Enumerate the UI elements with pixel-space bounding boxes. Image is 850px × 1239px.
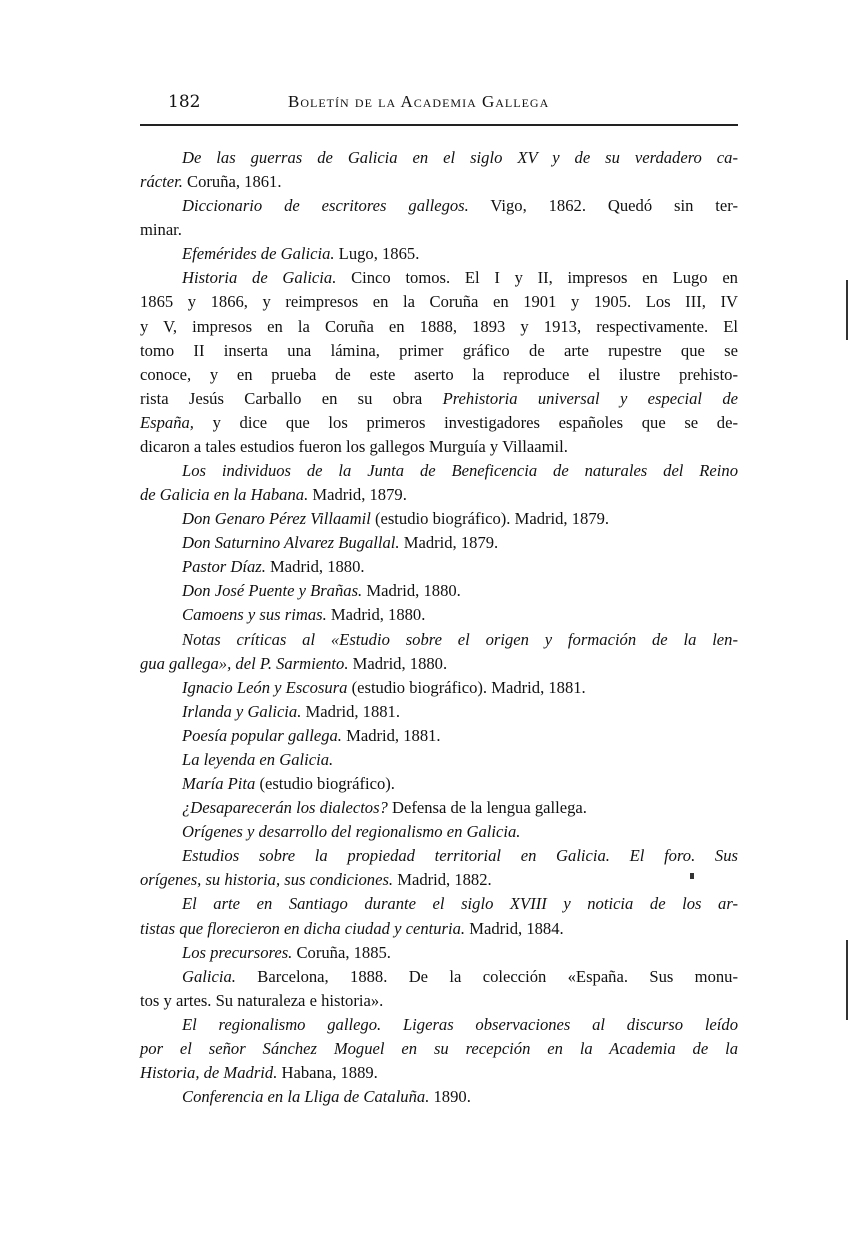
text-line <box>140 1037 738 1061</box>
text-line <box>140 483 738 507</box>
text-line <box>140 603 738 627</box>
title-text: Prehistoria universal y especial de <box>442 388 738 408</box>
roman-text: Madrid, 1882. <box>393 870 492 890</box>
text-line <box>140 772 738 796</box>
roman-text: Barcelona, 1888. De la colección «España. Sus monu- <box>235 966 738 986</box>
roman-text: tos y artes. Su naturaleza e historia». <box>140 990 384 1010</box>
scan-speck <box>690 873 694 879</box>
title-text: Los individuos de la Junta de Beneficencia de naturales del Reino <box>182 461 738 481</box>
text-line <box>140 579 738 603</box>
title-text: ¿Desaparecerán los dialectos? <box>182 798 388 818</box>
bibliography-entry <box>140 459 738 507</box>
text-line <box>140 363 738 387</box>
bibliography-entry <box>140 772 738 796</box>
roman-text: (estudio biográfico). Madrid, 1879. <box>370 509 610 529</box>
title-text: María Pita <box>182 774 256 794</box>
title-text: Don José Puente y Brañas. <box>182 581 363 601</box>
title-text: rácter. <box>140 172 183 192</box>
text-line <box>140 435 738 459</box>
roman-text: dicaron a tales estudios fueron los gallegos Murguía y Villaamil. <box>140 436 568 456</box>
scan-edge-mark <box>846 280 848 340</box>
text-line <box>140 387 738 411</box>
text-line <box>140 1085 738 1109</box>
bibliography-entry <box>140 724 738 748</box>
title-text: Don Saturnino Alvarez Bugallal. <box>182 533 400 553</box>
title-text: de Galicia en la Habana. <box>140 485 309 505</box>
roman-text: y V, impresos en la Coruña en 1888, 1893 y 1913, respectivamente. El <box>140 316 738 336</box>
text-line <box>140 628 738 652</box>
bibliography-entry <box>140 266 738 459</box>
title-text: La leyenda en Galicia. <box>182 749 334 769</box>
text-line <box>140 290 738 314</box>
text-line <box>140 748 738 772</box>
bibliography-entry <box>140 1085 738 1109</box>
roman-text: Madrid, 1879. <box>308 485 407 505</box>
bibliography-entry <box>140 892 738 940</box>
page-number: 182 <box>168 92 201 112</box>
bibliography-entry <box>140 748 738 772</box>
title-text: Conferencia en la Lliga de Cataluña. <box>182 1087 430 1107</box>
roman-text: 1865 y 1866, y reimpresos en la Coruña en 1901 y 1905. Los III, IV <box>140 292 738 312</box>
roman-text: Habana, 1889. <box>277 1062 378 1082</box>
bibliography-entry <box>140 965 738 1013</box>
title-text: Efemérides de Galicia. <box>182 244 335 264</box>
roman-text: Coruña, 1885. <box>292 942 391 962</box>
bibliography-entry <box>140 676 738 700</box>
text-line <box>140 266 738 290</box>
roman-text: Madrid, 1881. <box>301 701 401 721</box>
roman-text: Madrid, 1880. <box>326 605 426 625</box>
roman-text: Vigo, 1862. Quedó sin ter- <box>468 196 738 216</box>
text-line <box>140 146 738 170</box>
text-line <box>140 941 738 965</box>
text-line <box>140 868 738 892</box>
title-text: Don Genaro Pérez Villaamil <box>182 509 371 529</box>
text-line <box>140 531 738 555</box>
bibliography-entry <box>140 941 738 965</box>
text-line <box>140 315 738 339</box>
title-text: De las guerras de Galicia en el siglo XV y de su verdadero ca- <box>182 148 738 167</box>
roman-text: Lugo, 1865. <box>334 244 420 264</box>
roman-text: conoce, y en prueba de este aserto la reproduce el ilustre prehisto- <box>140 364 738 384</box>
title-text: Pastor Díaz. <box>182 557 266 577</box>
bibliography-entry <box>140 1013 738 1085</box>
title-text: Poesía popular gallega. <box>182 725 342 745</box>
title-text: Irlanda y Galicia. <box>182 701 302 721</box>
title-text: Diccionario de escritores gallegos. <box>182 196 469 216</box>
text-line <box>140 218 738 242</box>
title-text: Ignacio León y Escosura <box>182 677 348 697</box>
roman-text: (estudio biográfico). <box>255 774 395 794</box>
roman-text: Cinco tomos. El I y II, impresos en Lugo en <box>336 268 738 288</box>
roman-text: 1890. <box>429 1087 471 1107</box>
title-text: Galicia. <box>182 966 236 986</box>
roman-text: (estudio biográfico). Madrid, 1881. <box>347 677 586 697</box>
text-line <box>140 796 738 820</box>
title-text: Notas críticas al «Estudio sobre el origen y formación de la len- <box>182 629 738 649</box>
title-text: Historia de Galicia. <box>182 268 337 288</box>
title-text: por el señor Sánchez Moguel en su recepción en la Academia de la <box>140 1038 738 1058</box>
roman-text: Madrid, 1879. <box>399 533 499 553</box>
bibliography-entry <box>140 531 738 555</box>
text-line <box>140 339 738 363</box>
text-line <box>140 965 738 989</box>
bibliography-entry <box>140 507 738 531</box>
roman-text: Madrid, 1884. <box>465 918 564 938</box>
title-text: Historia, de Madrid. <box>140 1062 278 1082</box>
text-line <box>140 989 738 1013</box>
roman-text: Coruña, 1861. <box>182 172 282 192</box>
title-text: tistas que florecieron en dicha ciudad y centuria. <box>140 918 466 938</box>
text-line <box>140 724 738 748</box>
roman-text: y dice que los primeros investigadores españoles que se de- <box>193 412 738 432</box>
roman-text: minar. <box>140 220 182 240</box>
title-text: España, <box>140 412 194 432</box>
roman-text: Madrid, 1881. <box>341 725 441 745</box>
bibliography-entry <box>140 555 738 579</box>
bibliography-entry <box>140 628 738 676</box>
running-title: Boletín de la Academia Gallega <box>288 92 550 111</box>
text-line <box>140 194 738 218</box>
scan-edge-mark <box>846 940 848 1020</box>
bibliography-entry <box>140 700 738 724</box>
text-line <box>140 820 738 844</box>
title-text: gua gallega», del P. Sarmiento. <box>140 653 349 673</box>
title-text: Orígenes y desarrollo del regionalismo en Galicia. <box>182 822 521 842</box>
text-line <box>140 652 738 676</box>
text-line <box>140 507 738 531</box>
text-line <box>140 892 738 916</box>
roman-text: Madrid, 1880. <box>348 653 448 673</box>
text-line <box>140 676 738 700</box>
text-line <box>140 700 738 724</box>
bibliography-entry <box>140 820 738 844</box>
text-line <box>140 844 738 868</box>
roman-text: Madrid, 1880. <box>362 581 461 601</box>
title-text: orígenes, su historia, sus condiciones. <box>140 870 394 890</box>
header-rule <box>140 124 738 126</box>
text-line <box>140 170 738 194</box>
bibliography-entry <box>140 242 738 266</box>
text-line <box>140 242 738 266</box>
text-line <box>140 917 738 941</box>
bibliography-entry <box>140 146 738 194</box>
roman-text: Madrid, 1880. <box>265 557 365 577</box>
bibliography-list <box>140 146 738 1109</box>
bibliography-entry <box>140 796 738 820</box>
bibliography-entry <box>140 603 738 627</box>
text-line <box>140 459 738 483</box>
title-text: Estudios sobre la propiedad territorial en Galicia. El foro. Sus <box>182 846 738 866</box>
title-text: Camoens y sus rimas. <box>182 605 327 625</box>
text-line <box>140 411 738 435</box>
text-line <box>140 1061 738 1085</box>
title-text: El arte en Santiago durante el siglo XVIII y noticia de los ar- <box>182 894 738 914</box>
text-line <box>140 1013 738 1037</box>
title-text: Los precursores. <box>182 942 293 962</box>
bibliography-entry <box>140 194 738 242</box>
roman-text: tomo II inserta una lámina, primer gráfico de arte rupestre que se <box>140 340 738 360</box>
title-text: El regionalismo gallego. Ligeras observaciones al discurso leído <box>182 1014 738 1034</box>
bibliography-entry <box>140 579 738 603</box>
roman-text: rista Jesús Carballo en su obra <box>140 388 443 408</box>
roman-text: Defensa de la lengua gallega. <box>387 798 587 818</box>
bibliography-entry <box>140 844 738 892</box>
text-line <box>140 555 738 579</box>
